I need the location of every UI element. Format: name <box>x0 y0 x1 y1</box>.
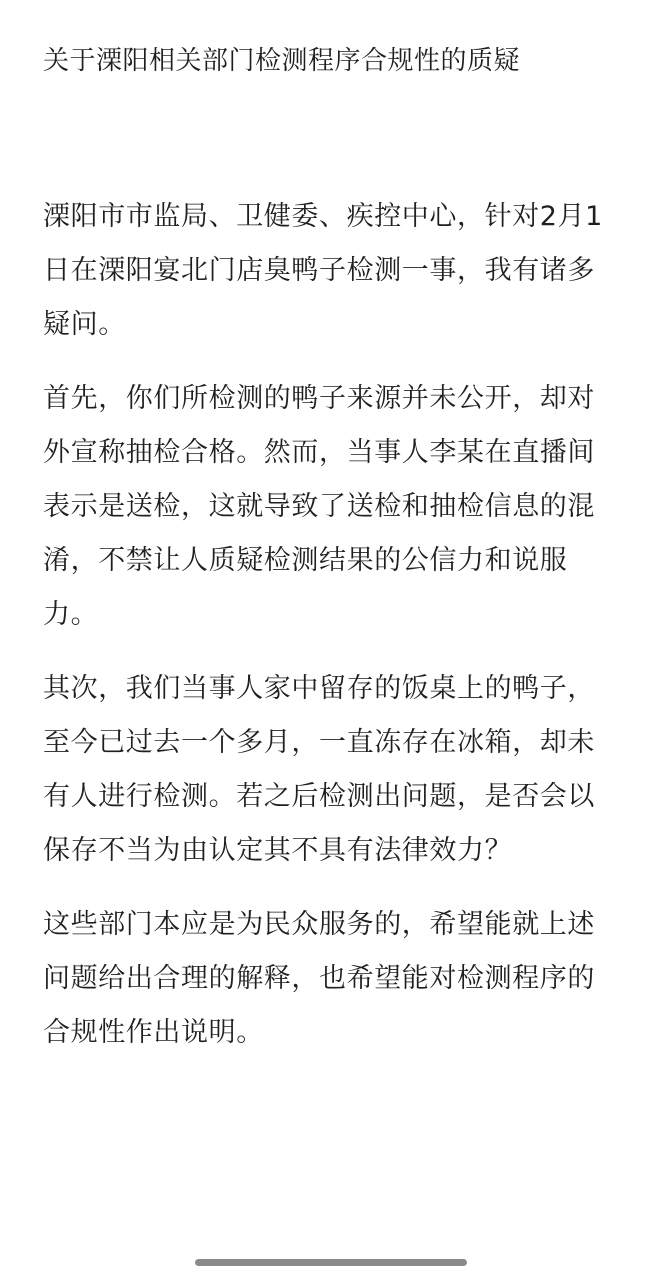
paragraph-2: 首先，你们所检测的鸭子来源并未公开，却对外宣称抽检合格。然而，当事人李某在直播间表示是送检，这就导致了送检和抽检信息的混淆，不禁让人质疑检测结果的公信力和说服力。 <box>43 383 595 630</box>
paragraph-3: 其次，我们当事人家中留存的饭桌上的鸭子，至今已过去一个多月，一直冻存在冰箱，却未有人进行检测。若之后检测出问题，是否会以保存不当为由认定其不具有法律效力？ <box>43 673 595 866</box>
paragraph-1: 溧阳市市监局、卫健委、疾控中心，针对2月1日在溧阳宴北门店臭鸭子检测一事，我有诸多疑问。 <box>43 201 603 340</box>
paragraph-4: 这些部门本应是为民众服务的，希望能就上述问题给出合理的解释，也希望能对检测程序的合规性作出说明。 <box>43 909 595 1048</box>
home-indicator-bar[interactable] <box>195 1259 467 1266</box>
document-title: 关于溧阳相关部门检测程序合规性的质疑 <box>43 46 521 76</box>
document-body <box>43 190 619 1080</box>
